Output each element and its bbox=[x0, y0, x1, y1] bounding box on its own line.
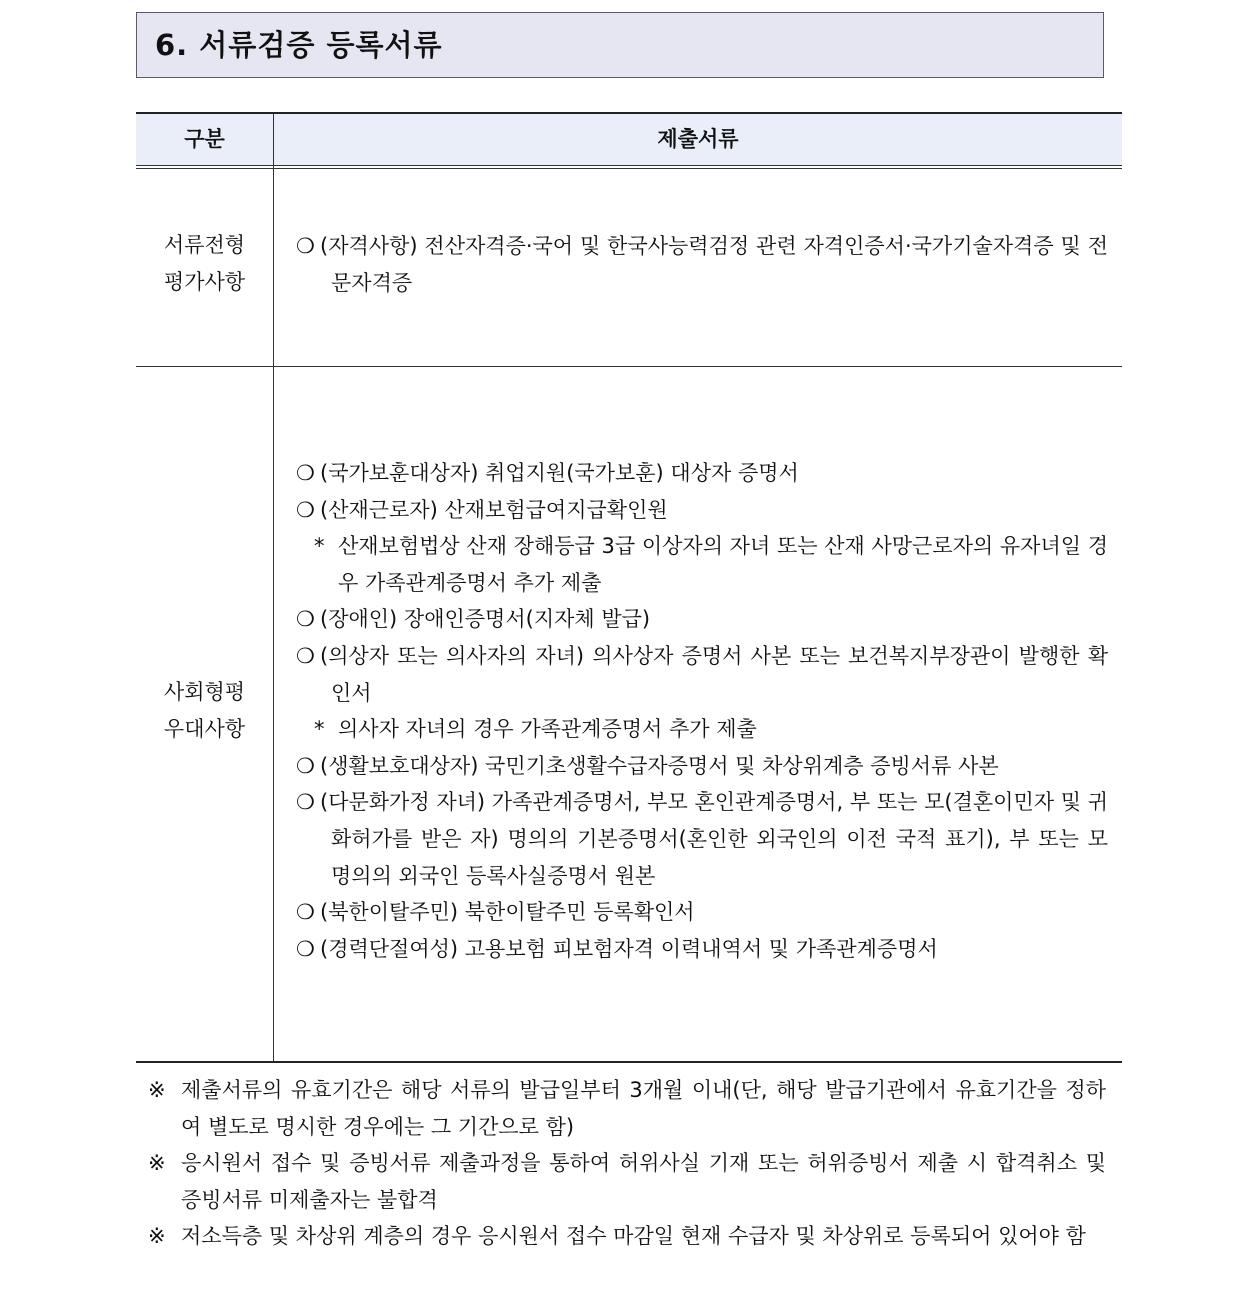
row-label-line: 서류전형 bbox=[163, 233, 246, 257]
circle-bullet-icon: ❍ bbox=[296, 900, 315, 925]
reference-mark-icon: ※ bbox=[148, 1078, 166, 1102]
list-item bbox=[296, 601, 1108, 638]
footnote bbox=[148, 1072, 1106, 1145]
footnote-text: 제출서류의 유효기간은 해당 서류의 발급일부터 3개월 이내(단, 해당 발급기관에서 유효기간을 정하여 별도로 명시한 경우에는 그 기간으로 함) bbox=[181, 1078, 1106, 1139]
reference-mark-icon: ※ bbox=[148, 1224, 166, 1249]
list-item-text: (다문화가정 자녀) 가족관계증명서, 부모 혼인관계증명서, 부 또는 모(결혼이민자 및 귀화허가를 받은 자) 명의의 기본증명서(혼인한 외국인의 이전 국적 표기), 부 또는 모 명의의 외국인 등록사실증명서 원본 bbox=[320, 790, 1108, 888]
circle-bullet-icon: ❍ bbox=[296, 936, 315, 961]
table-row-divider bbox=[136, 366, 1122, 367]
footnote-text: 저소득층 및 차상위 계층의 경우 응시원서 접수 마감일 현재 수급자 및 차상위로 등록되어 있어야 함 bbox=[181, 1224, 1086, 1249]
circle-bullet-icon: ❍ bbox=[296, 234, 315, 258]
table-bottom-rule bbox=[136, 1061, 1122, 1063]
section-title-box bbox=[136, 12, 1104, 78]
table-header-rule bbox=[136, 165, 1122, 166]
list-item-text: (북한이탈주민) 북한이탈주민 등록확인서 bbox=[320, 900, 695, 925]
row-content-document-screening bbox=[296, 228, 1108, 301]
circle-bullet-icon: ❍ bbox=[296, 497, 315, 522]
list-item bbox=[296, 748, 1108, 785]
list-item-text: (자격사항) 전산자격증·국어 및 한국사능력검정 관련 자격인증서·국가기술자격증 및 전문자격증 bbox=[320, 234, 1108, 295]
documents-table bbox=[136, 112, 1122, 1062]
list-item bbox=[296, 638, 1108, 711]
list-note bbox=[296, 528, 1108, 601]
circle-bullet-icon: ❍ bbox=[296, 607, 315, 632]
row-content-social-equity bbox=[296, 455, 1108, 967]
list-note-text: 산재보험법상 산재 장해등급 3급 이상자의 자녀 또는 산재 사망근로자의 유자녀일 경우 가족관계증명서 추가 제출 bbox=[338, 534, 1108, 595]
asterisk-mark: * bbox=[314, 717, 325, 742]
circle-bullet-icon: ❍ bbox=[296, 461, 315, 485]
list-item bbox=[296, 931, 1108, 968]
footnotes bbox=[148, 1072, 1106, 1255]
list-note-text: 의사자 자녀의 경우 가족관계증명서 추가 제출 bbox=[338, 717, 757, 742]
footnote-text: 응시원서 접수 및 증빙서류 제출과정을 통하여 허위사실 기재 또는 허위증빙서 제출 시 합격취소 및 증빙서류 미제출자는 불합격 bbox=[181, 1151, 1106, 1212]
footnote bbox=[148, 1145, 1106, 1218]
circle-bullet-icon: ❍ bbox=[296, 790, 315, 815]
row-label-line: 우대사항 bbox=[163, 717, 246, 741]
row-label-document-screening bbox=[136, 227, 273, 301]
list-item-text: (생활보호대상자) 국민기초생활수급자증명서 및 차상위계층 증빙서류 사본 bbox=[320, 753, 999, 778]
table-header-rule-double bbox=[136, 168, 1122, 169]
list-item-text: (산재근로자) 산재보험급여지급확인원 bbox=[320, 497, 668, 522]
header-documents: 제출서류 bbox=[657, 127, 739, 151]
row-label-line: 사회형평 bbox=[163, 680, 246, 704]
list-item bbox=[296, 894, 1108, 931]
list-item-text: (의상자 또는 의사자의 자녀) 의사상자 증명서 사본 또는 보건복지부장관이 발행한 확인서 bbox=[320, 643, 1108, 705]
table-column-divider bbox=[273, 114, 274, 1062]
circle-bullet-icon: ❍ bbox=[296, 643, 315, 668]
list-item-text: (경력단절여성) 고용보험 피보험자격 이력내역서 및 가족관계증명서 bbox=[320, 936, 938, 961]
footnote bbox=[148, 1218, 1106, 1255]
list-item bbox=[296, 228, 1108, 301]
list-item-text: (장애인) 장애인증명서(지자체 발급) bbox=[320, 607, 651, 632]
reference-mark-icon: ※ bbox=[148, 1151, 166, 1176]
section-title: 6. 서류검증 등록서류 bbox=[155, 28, 443, 62]
header-category: 구분 bbox=[184, 127, 225, 151]
list-item bbox=[296, 784, 1108, 894]
list-item bbox=[296, 455, 1108, 492]
asterisk-mark: * bbox=[314, 534, 325, 559]
list-item-text: (국가보훈대상자) 취업지원(국가보훈) 대상자 증명서 bbox=[320, 461, 799, 485]
list-item bbox=[296, 492, 1108, 529]
circle-bullet-icon: ❍ bbox=[296, 753, 315, 778]
row-label-line: 평가사항 bbox=[163, 270, 246, 294]
list-note bbox=[296, 711, 1108, 748]
row-label-social-equity bbox=[136, 674, 273, 748]
